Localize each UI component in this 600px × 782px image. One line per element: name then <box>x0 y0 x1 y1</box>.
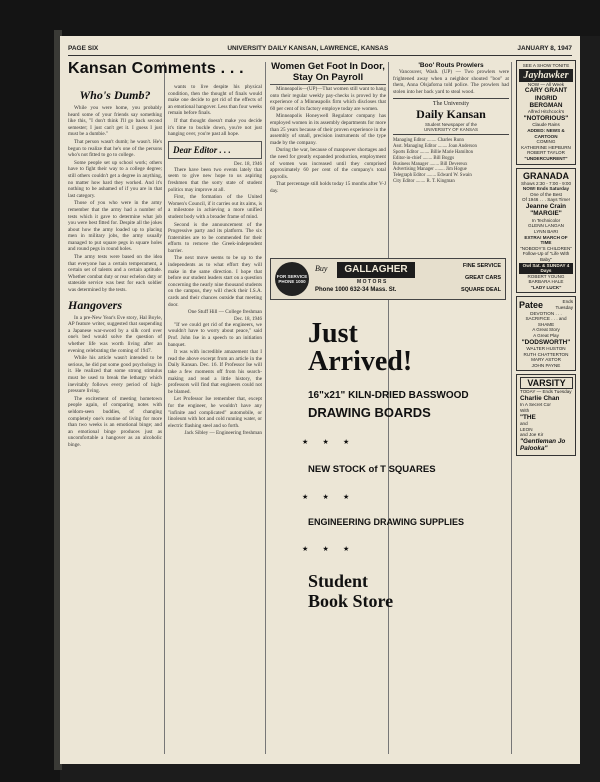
service-seal: FOR SERVICE PHONE 1000 <box>275 262 309 296</box>
patee-tag: DEVOTION . . . SACRIFICE . . . and SHAME <box>525 310 567 327</box>
paragraph: That person wasn't dumb; he wasn't. He's begun to realize that he's one of the persons who's not fitted to go to college. <box>68 138 162 159</box>
staff-line: Editor-in-chief ........ Bill Boggs <box>393 155 455 161</box>
patee-name: Patee <box>519 300 544 311</box>
granada-owl: Owl Sat. & SUNDAY 4 Days <box>519 263 573 274</box>
paragraph: Some people set up school work; others have to fight their way to a college degree; still others couldn't get a degree in anything, no matter how hard they worked. And it's nothing to be ashamed of if you are in that last category. <box>68 159 162 199</box>
granada-extra-2: "NOBODY'S CHILDREN" <box>520 245 572 251</box>
paper-name: UNIVERSITY DAILY KANSAN, LAWRENCE, KANSAS <box>227 45 389 52</box>
varsity-line: LEON <box>520 426 533 432</box>
women-headline: Women Get Foot In Door, Stay On Payroll <box>271 62 385 83</box>
stars-row: ★ ★ ★ <box>302 438 356 446</box>
staff-line: Advertising Manager ........ Jim Hogue <box>393 167 467 173</box>
ad-book-store: Book Store <box>308 591 394 611</box>
varsity-ad <box>516 374 576 455</box>
star-3: Claude Rains <box>532 122 560 128</box>
paragraph: During the war, because of manpower shortages and the need for greatly expanded production, employment of women was increased until they comprised approximately 60 per cent of the company's total payrolls. <box>270 147 386 180</box>
granada-owl-star-1: ROBERT YOUNG <box>527 273 565 279</box>
patee-star-2: RUTH CHATTERTON <box>523 351 569 357</box>
masthead <box>393 98 509 135</box>
coming-star-2: ROBERT TAYLOR <box>527 150 565 156</box>
varsity-today: TODAY — Ends Tuesday <box>520 389 572 395</box>
hangovers-body <box>68 315 162 449</box>
now-all-week: NOW — All Week <box>527 81 565 87</box>
ad-student: Student <box>308 571 369 591</box>
patee-star-4: JOHN PAYNE <box>531 362 561 368</box>
patee-header <box>519 299 573 310</box>
patee-star-1: WALTER HUSTON <box>526 346 566 352</box>
masthead-name: Daily Kansan <box>416 107 486 122</box>
column-rule <box>511 62 512 754</box>
ad-drawing-boards-line: 16"x21" KILN-DRIED BASSWOOD <box>308 390 469 401</box>
film-pre: Alfred Hitchcock's <box>527 109 565 115</box>
paragraph: First, the formation of the United Women's Council, if it carries out its aims, is a milestone in achieving a more unified student body with a broader frame of mind. <box>168 194 262 220</box>
paragraph: There have been two events lately that seem to give new hope to us aspiring freshmen that the sorry state of student politics may improve at all. <box>168 166 262 193</box>
granada-times: Shows 2:30 - 7:00 - 9:00 <box>520 180 572 186</box>
film-title: "NOTORIOUS" <box>523 115 569 122</box>
gallagher-name: GALLAGHER <box>337 262 415 278</box>
granada-extra-3: Follow-Up of "Life With Baby" <box>522 251 570 262</box>
column-2 <box>168 84 262 758</box>
granada-star: Jeanne Crain <box>525 202 567 210</box>
column-rule <box>164 62 165 754</box>
patee-ends-label: Ends <box>562 299 573 305</box>
ad-t-squares: NEW STOCK of T SQUARES <box>308 464 436 475</box>
granada-name: GRANADA <box>523 170 569 181</box>
patee-a: A Great Story <box>532 327 560 333</box>
hangovers-continued <box>168 84 262 138</box>
masthead-the: The University <box>432 101 470 108</box>
paragraph: If that thought doesn't make you decide it's time to buckle down, you're not just hanging over, you're past all hope. <box>168 117 262 138</box>
paragraph: Vancouver, Wash. (UP) — Two prowlers were frightened away when a neighbor shouted "boo" at them, Anna Olsjaforna told police. The prowlers had stolen into her back yard to steal wood. <box>393 69 509 95</box>
staff-line: Managing Editor ........ Charles Runn <box>393 138 464 144</box>
granada-tech: In Technicolor <box>531 217 561 223</box>
patee-day: Tuesday <box>555 305 573 311</box>
staff-line: Telegraph Editor ........ Edward W. Swain <box>393 173 472 179</box>
letter-date: Dec. 18, 1946 <box>233 161 262 167</box>
jayhawker-ad <box>516 60 576 165</box>
paragraph: While his article wasn't intended to be serious, he did put some good psychology in it. He realized that some strong stimulus must be used to break the lethargy which inevitably follows every period of high-pressure living. <box>68 355 162 395</box>
dear-editor-title: Dear Editor . . . <box>173 144 231 155</box>
letter-1-body <box>168 167 262 316</box>
gallagher-tag-2: GREAT CARS <box>465 275 501 281</box>
granada-star-2: GLENN LANGAN <box>528 223 564 229</box>
patee-ends <box>556 299 573 310</box>
column-4-top <box>393 62 509 256</box>
whos-dumb-body <box>68 105 162 294</box>
patee-film: "DODSWORTH" <box>521 338 571 346</box>
star-1: CARY GRANT <box>524 87 568 95</box>
book-store-ad <box>272 304 504 758</box>
dear-editor-box <box>168 141 262 159</box>
granada-extra: EXTRA! MARCH OF TIME <box>524 234 568 246</box>
see-show-tonite: SEE A SHOW TONITE <box>522 63 570 68</box>
paragraph: wants to live despite his physical condition, then the thought of finals would make one decide to get rid of the effects of an emotional hangover. Less than four weeks remain before finals. <box>168 84 262 117</box>
staff-line: Sports Editor ........ Billie Marie Hamilton <box>393 149 474 155</box>
comments-header <box>68 60 262 82</box>
paragraph: Those of you who were in the army remember that the army had a number of tests which it gave to determine what job you were best fitted for. Despite all the jokes about how the army loaded up to placing men in military jobs, the army usually managed to put square pegs in square holes and round pegs in round holes. <box>68 200 162 253</box>
issue-date: JANUARY 8, 1947 <box>517 45 572 52</box>
paragraph: The next move seems to be up to the independents as to what effort they will make in the same direction. I hope that before our student leaders start on a question concerning the nearly nine thousand students on the campus, they will check their I.S.A. cards and their chances outside that meeting door. <box>168 255 262 308</box>
ad-drawing-boards: DRAWING BOARDS <box>308 405 431 420</box>
comments-title: Kansan Comments . . . <box>68 60 244 77</box>
varsity-line: "THE <box>520 413 536 421</box>
varsity-line: and Joe Kir <box>520 432 544 438</box>
page-header <box>68 44 572 56</box>
paragraph: Minneapolis Honeywell Regulator company has employed women in its assembly departments for more than 25 years because of their proven experience in the assembly of small, precision instruments of the type made by the company. <box>270 113 386 146</box>
gallagher-script: Buy <box>315 264 328 273</box>
jayhawker-logo: Jayhawker <box>519 69 573 82</box>
hangovers-heading: Hangovers <box>68 297 122 312</box>
theater-ads-column <box>516 60 576 758</box>
coming-star-1: KATHERINE HEPBURN <box>521 144 571 150</box>
patee-ad <box>516 296 576 371</box>
gallagher-tag-1: FINE SERVICE <box>462 263 501 269</box>
column-rule <box>265 62 266 754</box>
paragraph: In a pre-New Year's Eve story, Hal Boyle, AP feature writer, suggested that suspending a Japanese war-sword by a silk cord over one's bed would solve the question of whether life was worth living after an evening celebrating the coming of 1947. <box>68 314 162 354</box>
ad-just: Just <box>308 318 358 349</box>
page-number: PAGE SIX <box>68 45 99 52</box>
staff-line: City Editor ........ R. T. Kingman <box>393 178 455 184</box>
whos-dumb-heading: Who's Dumb? <box>79 88 151 102</box>
paragraph: The excitement of meeting hometown people again, of comparing notes with seldom-seen buddies, of changing completely one's routine of living for more than two weeks is an emotional binge; and an emotional binge produces just as uncomfortable a hangover as an alcoholic binge. <box>68 395 162 448</box>
column-1 <box>68 84 162 758</box>
paragraph: Let Professor Ise remember that, except for the engineer, he wouldn't have any "infinite and complicated" automobile, or linoleum with hot and cold running water, or electric flashing steel and so forth. <box>168 396 262 429</box>
paragraph: Minneapolis—(UP)—That women still want to hang onto their regular weekly pay-checks is proved by the experience of a Minneapolis firm which discloses that 60 per cent of its factory employe today are women. <box>270 86 386 112</box>
coming-label: COMING <box>536 139 556 145</box>
masthead-staff <box>393 138 509 184</box>
granada-now: NOW! Ends Saturday <box>522 186 570 192</box>
boo-headline: 'Boo' Routs Prowlers <box>418 62 484 69</box>
gallagher-motors: MOTORS <box>357 279 388 285</box>
ad-drawing-supplies: ENGINEERING DRAWING SUPPLIES <box>308 517 465 527</box>
stars-row: ★ ★ ★ <box>302 545 356 553</box>
patee-star-3: MARY ASTOR <box>531 357 561 363</box>
varsity-name: VARSITY <box>520 377 573 389</box>
gallagher-phone: Phone 1000 632-34 Mass. St. <box>315 287 397 293</box>
stars-row: ★ ★ ★ <box>302 493 356 501</box>
added-line: ADDED: NEWS & CARTOON <box>527 128 565 139</box>
masthead-line: Student Newspaper of the <box>424 122 478 128</box>
paragraph: Second is the announcement of the Progressive party and its platform. The six fraternities are to be commended for their efforts to remove the Greek-independent barrier. <box>168 221 262 254</box>
boo-body <box>393 69 509 95</box>
paragraph: That percentage still holds today 15 months after V-J day. <box>270 181 386 194</box>
paragraph: "If we could get rid of the engineers, we wouldn't have to worry about peace," said Prof. John Ise in a speech to an initiation banquet. <box>168 321 262 348</box>
paragraph: It was with incredible amazement that I read the above excerpt from an article in the Daily Kansan. Dec. 16. If Professor Ise will take a few moments off from his search-making and read a little history, the professors will find that engineers could not be blamed. <box>168 349 262 395</box>
scan-left-border <box>0 0 60 782</box>
women-story <box>270 62 386 256</box>
women-body <box>270 86 386 195</box>
granada-film: "MARGIE" <box>530 210 562 218</box>
granada-of: Of 1946 . . . Says Time! <box>522 197 570 203</box>
letter-date: Dec. 18, 1946 <box>233 316 262 322</box>
newspaper-page <box>60 36 580 764</box>
staff-line: Asst. Managing Editor ........ Joan Anderson <box>393 144 477 150</box>
divider <box>270 84 386 85</box>
letter-2-body <box>168 322 262 437</box>
granada-owl-film: "LADY LUCK" <box>530 284 562 290</box>
paragraph: While you were home, you probably heard some of your friends say something like this, "I don't think I'll go back second semester; I just can't get it. I guess I just must be a dumbie." <box>68 105 162 138</box>
granada-one: One of the Best <box>530 191 562 197</box>
granada-star-3: LYNN BARI <box>534 228 558 234</box>
granada-owl-star-2: BARBARA HALE <box>528 279 564 285</box>
gallagher-motors-ad <box>270 258 506 300</box>
ad-arrived: Arrived! <box>308 346 413 377</box>
gallagher-tag-3: SQUARE DEAL <box>460 287 501 293</box>
patee-b: A Great Play <box>533 333 559 339</box>
varsity-line: and <box>520 421 528 426</box>
granada-ad <box>516 168 576 294</box>
paragraph: The army tests were based on the idea that everyone has a certain temperament, a certain set of talents and a certain aptitude. Whether combat duty or rear echelon duty or stateside service was best for each soldier was determined by the tests. <box>68 254 162 294</box>
staff-line: Business Manager ........ Bill Devereux <box>393 161 468 167</box>
masthead-line: UNIVERSITY OF KANSAS <box>424 127 478 133</box>
varsity-line: In A Secret Cor <box>520 402 551 408</box>
signature: One Stuff Hill — College freshman <box>187 309 262 316</box>
varsity-star: Charlie Chan <box>520 395 560 402</box>
varsity-line: With <box>520 408 530 413</box>
coming-film: "UNDERCURRENT" <box>524 155 568 161</box>
varsity-film: "Gentleman Jo <box>520 437 566 445</box>
signature: Jack Sibley — Engineering freshman <box>184 430 262 437</box>
star-2: INGRID BERGMAN <box>529 94 563 109</box>
varsity-film-2: Palooka" <box>520 445 548 453</box>
scan-top-border <box>0 0 600 36</box>
